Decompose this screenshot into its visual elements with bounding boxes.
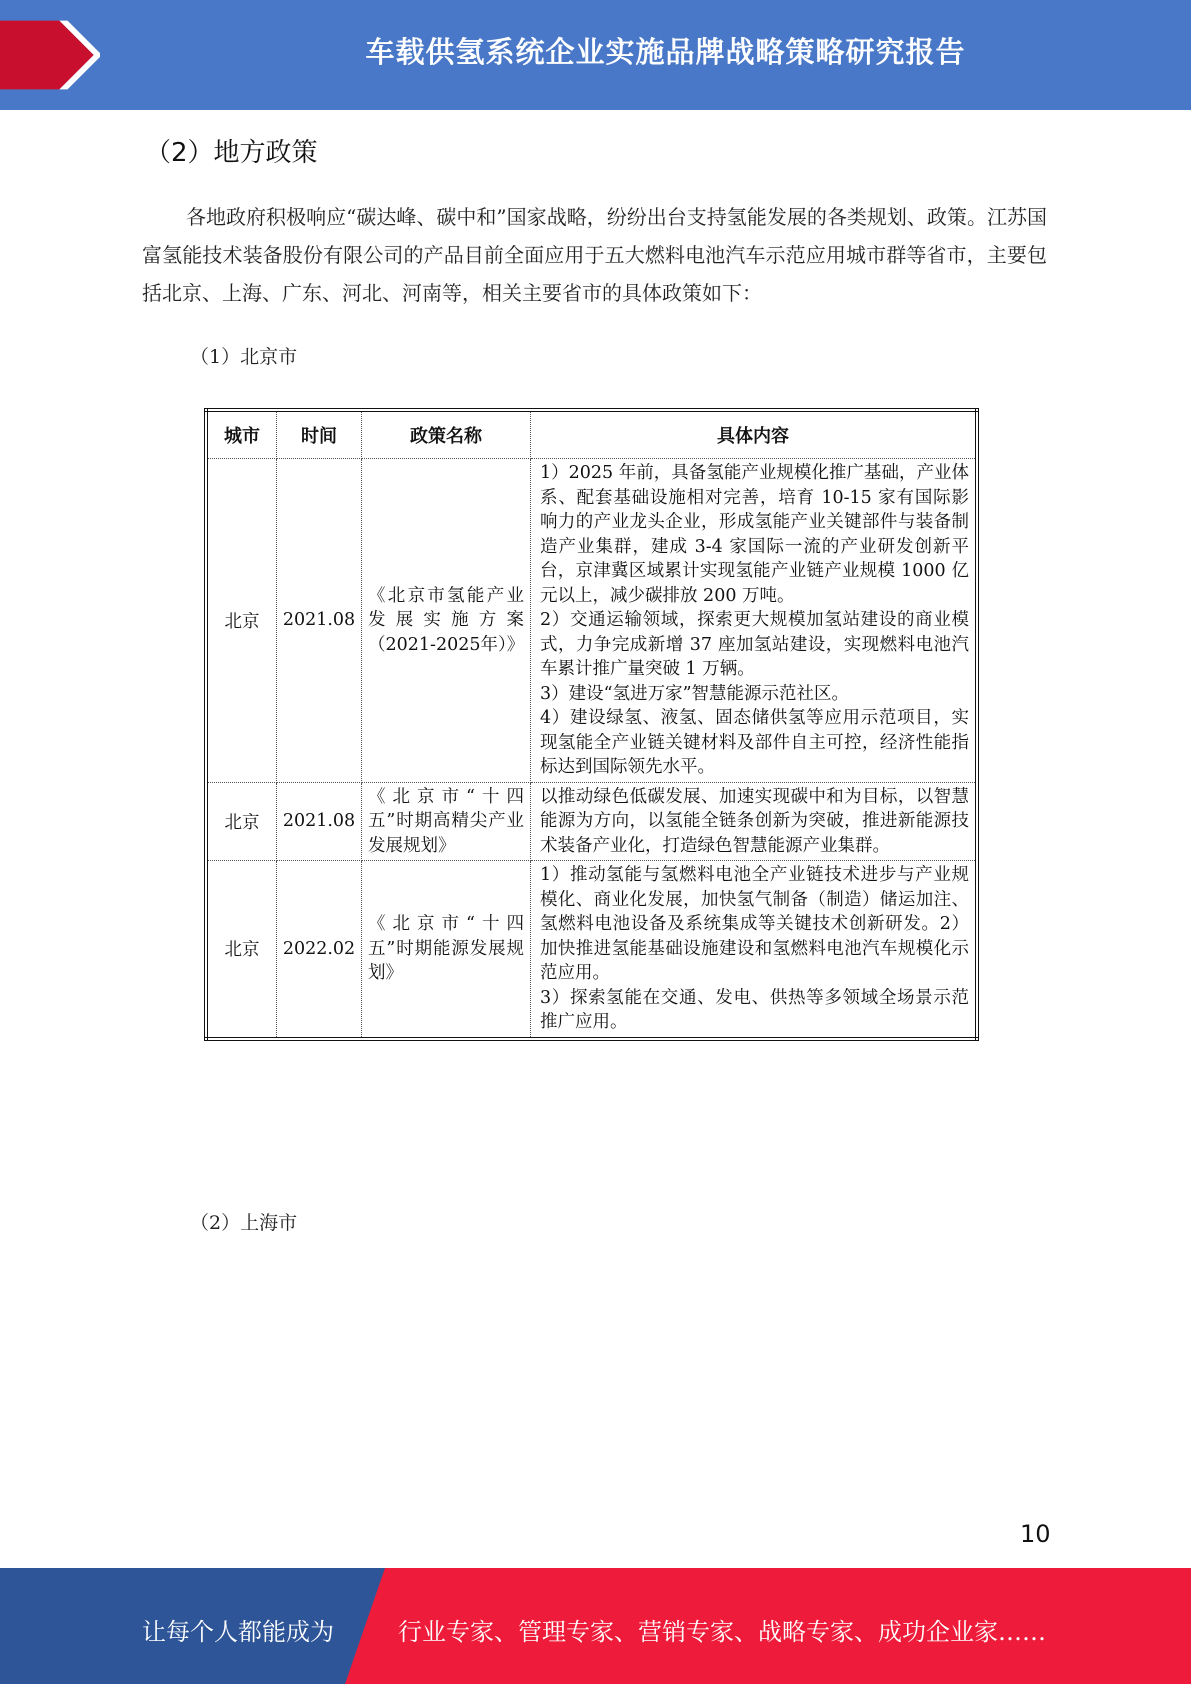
header-title: 车载供氢系统企业实施品牌战略策略研究报告 xyxy=(365,35,966,69)
cell-policy-name: 《北京市“十四五”时期高精尖产业发展规划》 xyxy=(362,782,531,861)
header-city: 城市 xyxy=(206,410,277,459)
cell-city: 北京 xyxy=(206,782,277,861)
content-line: 3）探索氢能在交通、发电、供热等多领域全场景示范推广应用。 xyxy=(540,987,969,1032)
cell-policy-name: 《北京市“十四五”时期能源发展规划》 xyxy=(362,861,531,1039)
content-line: 2）交通运输领域，探索更大规模加氢站建设的商业模式，力争完成新增 37 座加氢站建设，实现燃料电池汽车累计推广量突破 1 万辆。 xyxy=(540,610,969,679)
cell-city: 北京 xyxy=(206,861,277,1039)
footer-slogan-left: 让每个人都能成为 xyxy=(142,1618,334,1646)
cell-time: 2022.02 xyxy=(277,861,362,1039)
intro-paragraph: 各地政府积极响应“碳达峰、碳中和”国家战略，纷纷出台支持氢能发展的各类规划、政策。江苏国富氢能技术装备股份有限公司的产品目前全面应用于五大燃料电池汽车示范应用城市群等省市，主要包括北京、上海、广东、河北、河南等，相关主要省市的具体政策如下： xyxy=(142,205,1047,305)
table-header-row xyxy=(206,410,977,459)
content-line: 3）建设“氢进万家”智慧能源示范社区。 xyxy=(540,683,850,704)
cell-time: 2021.08 xyxy=(277,782,362,861)
header-time: 时间 xyxy=(277,410,362,459)
content-line: 1）2025 年前，具备氢能产业规模化推广基础，产业体系、配套基础设施相对完善，培育 10-15 家有国际影响力的产业龙头企业，形成氢能产业关键部件与装备制造产业集群，建成 3-4 家国际一流的产业研发创新平台，京津冀区域累计实现氢能产业链产业规模 1000 亿元以上，减少碳排放 200 万吨。 xyxy=(540,463,969,606)
cell-time: 2021.08 xyxy=(277,459,362,783)
table-row xyxy=(206,861,977,1039)
cell-city: 北京 xyxy=(206,459,277,783)
sub-heading-beijing: （1）北京市 xyxy=(190,346,298,368)
table-row xyxy=(206,459,977,783)
header-policy-name: 政策名称 xyxy=(362,410,531,459)
header-content: 具体内容 xyxy=(531,410,978,459)
cell-content xyxy=(531,782,978,861)
page-number: 10 xyxy=(1020,1520,1051,1548)
cell-content xyxy=(531,459,978,783)
content-line: 以推动绿色低碳发展、加速实现碳中和为目标，以智慧能源为方向，以氢能全链条创新为突破，推进新能源技术装备产业化，打造绿色智慧能源产业集群。 xyxy=(540,786,969,856)
policy-table xyxy=(204,408,979,1041)
cell-policy-name: 《北京市氢能产业发展实施方案（2021-2025年）》 xyxy=(362,459,531,783)
section-heading: （2）地方政策 xyxy=(145,138,318,168)
page-header xyxy=(0,0,1191,110)
page-footer xyxy=(0,1568,1191,1684)
footer-slogan-right: 行业专家、管理专家、营销专家、战略专家、成功企业家…… xyxy=(398,1618,1046,1646)
table-row xyxy=(206,782,977,861)
cell-content xyxy=(531,861,978,1039)
content-line: 1）推动氢能与氢燃料电池全产业链技术进步与产业规模化、商业化发展，加快氢气制备（制造）储运加注、氢燃料电池设备及系统集成等关键技术创新研发。2）加快推进氢能基础设施建设和氢燃料电池汽车规模化示范应用。 xyxy=(540,865,969,983)
sub-heading-shanghai: （2）上海市 xyxy=(190,1212,298,1234)
header-red-chevron xyxy=(0,0,100,110)
content-line: 4）建设绿氢、液氢、固态储供氢等应用示范项目，实现氢能全产业链关键材料及部件自主可控，经济性能指标达到国际领先水平。 xyxy=(540,708,969,777)
